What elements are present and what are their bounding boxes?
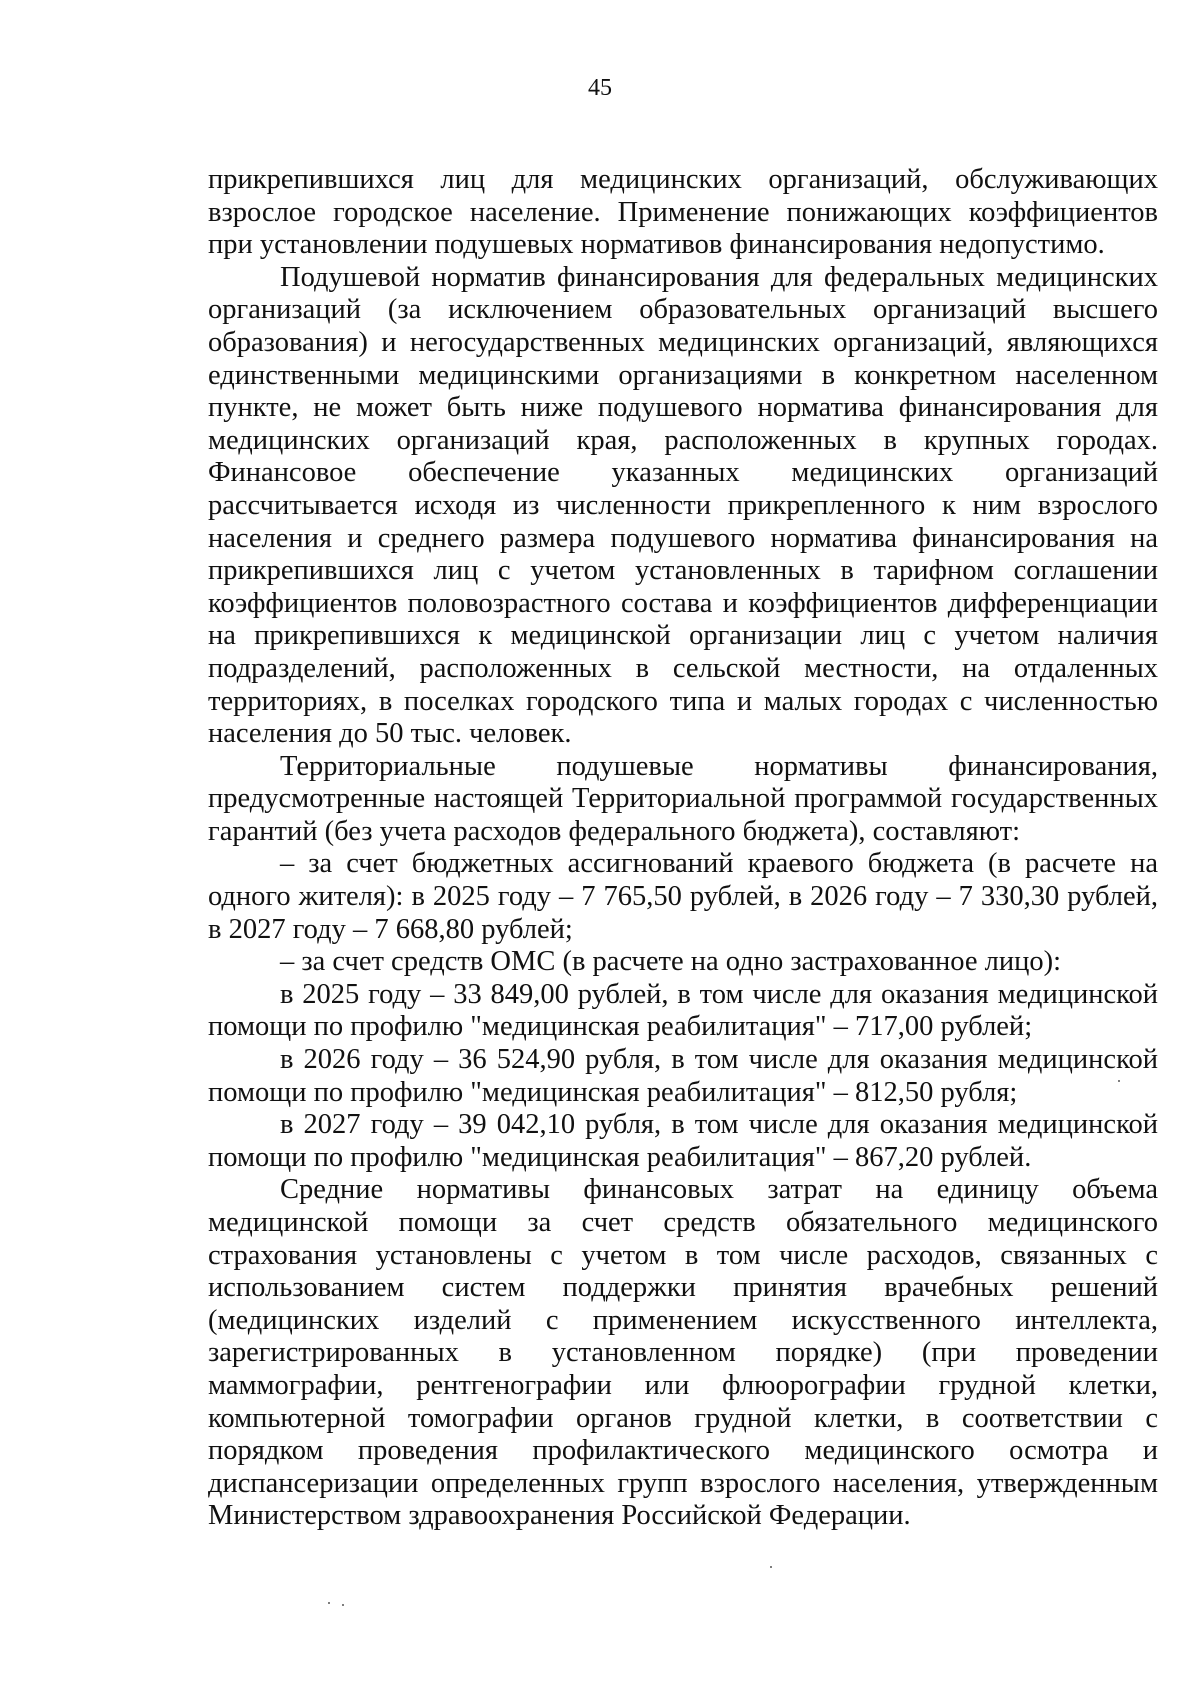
scan-speck bbox=[770, 1566, 772, 1568]
scan-speck bbox=[342, 1604, 344, 1606]
paragraph-year-2026: в 2026 году – 36 524,90 рубля, в том числе для оказания медицинской помощи по профилю "медицинская реабилитация" – 812,50 рубля; bbox=[208, 1044, 1158, 1108]
paragraph-average-normatives: Средние нормативы финансовых затрат на единицу объема медицинской помощи за счет средств обязательного медицинского страхования установлены с учетом в том числе расходов, связанных с использованием систем поддержки принятия врачебных решений (медицинских изделий с применением искусственного интеллекта, зарегистрированных в установленном порядке) (при проведении маммографии, рентгенографии или флюорографии грудной клетки, компьютерной томографии органов грудной клетки, в соответствии с порядком проведения профилактического медицинского осмотра и диспансеризации определенных групп взрослого населения, утвержденным Министерством здравоохранения Российской Федерации. bbox=[208, 1174, 1158, 1532]
scan-speck bbox=[328, 1602, 330, 1604]
paragraph-federal-organizations: Подушевой норматив финансирования для федеральных медицинских организаций (за исключением образовательных организаций высшего образования) и негосударственных медицинских организаций, являющихся единственными медицинскими организациями в конкретном населенном пункте, не может быть ниже подушевого норматива финансирования для медицинских организаций края, расположенных в крупных городах. Финансовое обеспечение указанных медицинских организаций рассчитывается исходя из численности прикрепленного к ним взрослого населения и среднего размера подушевого норматива финансирования на прикрепившихся лиц с учетом установленных в тарифном соглашении коэффициентов половозрастного состава и коэффициентов дифференциации на прикрепившихся к медицинской организации лиц с учетом наличия подразделений, расположенных в сельской местности, на отдаленных территориях, в поселках городского типа и малых городах с численностью населения до 50 тыс. человек. bbox=[208, 261, 1158, 750]
paragraph-regional-budget: – за счет бюджетных ассигнований краевого бюджета (в расчете на одного жителя): в 2025 году – 7 765,50 рублей, в 2026 году – 7 330,30 рублей, в 2027 году – 7 668,80 рублей; bbox=[208, 848, 1158, 945]
paragraph-continuation: прикрепившихся лиц для медицинских организаций, обслуживающих взрослое городское население. Применение понижающих коэффициентов при установлении подушевых нормативов финансирования недопустимо. bbox=[208, 164, 1158, 261]
paragraph-year-2025: в 2025 году – 33 849,00 рублей, в том числе для оказания медицинской помощи по профилю "медицинская реабилитация" – 717,00 рублей; bbox=[208, 978, 1158, 1043]
paragraph-oms-funds: – за счет средств ОМС (в расчете на одно застрахованное лицо): bbox=[280, 946, 1061, 978]
paragraph-year-2027: в 2027 году – 39 042,10 рубля, в том числе для оказания медицинской помощи по профилю "медицинская реабилитация" – 867,20 рублей. bbox=[208, 1109, 1158, 1173]
paragraph-territorial-normatives: Территориальные подушевые нормативы финансирования, предусмотренные настоящей Территориальной программой государственных гарантий (без учета расходов федерального бюджета), составляют: bbox=[208, 750, 1158, 847]
page-number: 45 bbox=[588, 75, 612, 101]
scan-speck bbox=[1118, 1080, 1120, 1082]
body-text bbox=[208, 164, 1158, 1533]
